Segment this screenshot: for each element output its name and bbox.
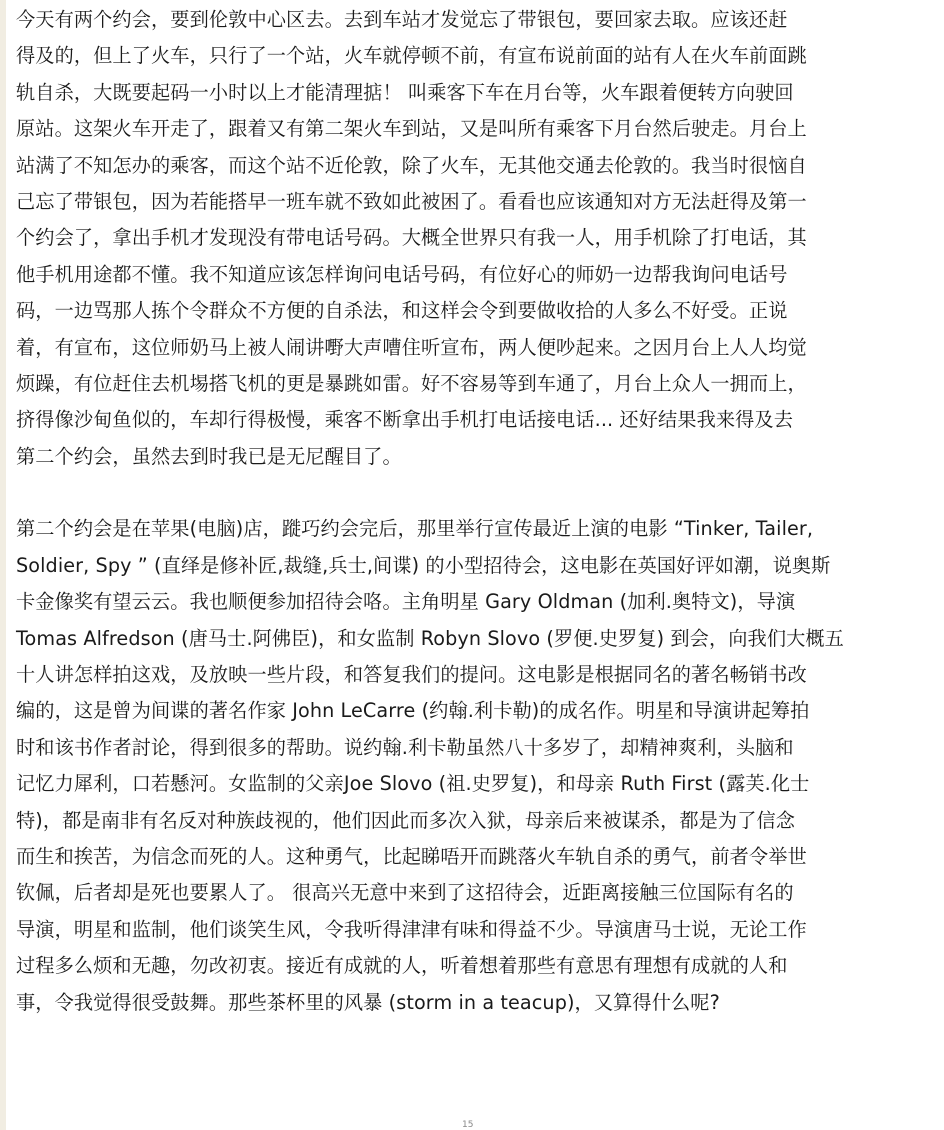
text-line: 事，令我觉得很受鼓舞。那些茶杯里的风暴 (storm in a teacup)，又算得什么呢? xyxy=(16,990,720,1014)
text-line: 今天有两个约会，要到伦敦中心区去。去到车站才发觉忘了带银包，要回家去取。应该还赶 xyxy=(16,8,788,31)
text-line: 着，有宣布，这位师奶马上被人闹讲嘢大声嘈住听宣布，两人便吵起来。之因月台上人人均觉 xyxy=(16,335,807,359)
text-line: 钦佩，后者却是死也要累人了。 很高兴无意中来到了这招待会，近距离接触三位国际有名的 xyxy=(16,881,794,905)
text-line: 原站。这架火车开走了，跟着又有第二架火车到站，又是叫所有乘客下月台然后驶走。月台上 xyxy=(16,117,807,141)
text-line: Soldier, Spy ” (直绎是修补匠,裁缝,兵士,间谍) 的小型招待会，这电影在英国好评如潮，说奥斯 xyxy=(16,553,831,577)
text-line: 第二个约会是在苹果(电脑)店，蹝巧约会完后，那里举行宣传最近上演的电影 “Tinker, Tailer, xyxy=(16,517,814,541)
page-margin-strip xyxy=(0,0,6,1130)
text-line: 而生和挨苦，为信念而死的人。这种勇气，比起睇唔开而跳落火车轨自杀的勇气，前者令举世 xyxy=(16,844,807,868)
text-line: 时和该书作者討论，得到很多的帮助。说约翰.利卡勒虽然八十多岁了，却精神爽利，头脑和 xyxy=(16,735,794,759)
text-line: 编的，这是曾为间谍的著名作家 John LeCarre (约翰.利卡勒)的成名作。明星和导演讲起筹拍 xyxy=(16,699,810,723)
text-line: 烦躁，有位赶住去机埸搭飞机的更是暴跳如雷。好不容易等到车通了，月台上众人一拥而上， xyxy=(16,372,807,396)
text-line: 卡金像奖有望云云。我也顺便参加招待会咯。主角明星 Gary Oldman (加利.奥特文)，导演 xyxy=(16,590,796,614)
text-line: 特)，都是南非有名反对种族歧视的，他们因此而多次入狱，母亲后来被谋杀，都是为了信念 xyxy=(16,808,796,832)
paragraph-1 xyxy=(16,2,936,475)
page-number: 15 xyxy=(462,1120,474,1130)
paragraph-spacer xyxy=(16,475,936,511)
text-line: 己忘了带银包，因为若能搭早一班车就不致如此被困了。看看也应该通知对方无法赶得及第一 xyxy=(16,190,807,214)
text-line: 挤得像沙甸鱼似的，车却行得极慢，乘客不断拿出手机打电话接电话... 还好结果我来得及去 xyxy=(16,408,794,432)
text-line: 记忆力犀利，口若懸河。女监制的父亲Joe Slovo (祖.史罗复)，和母亲 Ruth First (露芙.化士 xyxy=(16,772,810,796)
text-line: 得及的，但上了火车，只行了一个站，火车就停顿不前，有宣布说前面的站有人在火车前面跳 xyxy=(16,44,807,68)
text-line: 第二个约会，虽然去到时我已是无尼醒目了。 xyxy=(16,444,402,468)
text-line: 站满了不知怎办的乘客，而这个站不近伦敦，除了火车，无其他交通去伦敦的。我当时很恼自 xyxy=(16,153,807,177)
document-page xyxy=(16,2,936,1021)
text-line: 个约会了，拿出手机才发现没有带电话号码。大概全世界只有我一人，用手机除了打电话，其 xyxy=(16,226,807,250)
paragraph-2 xyxy=(16,511,936,1021)
text-line: 轨自杀，大既要起码一小时以上才能清理掂！ 叫乘客下车在月台等，火车跟着便转方向驶回 xyxy=(16,80,794,104)
text-line: Tomas Alfredson (唐马士.阿佛臣)，和女监制 Robyn Slovo (罗便.史罗复) 到会，向我们大概五 xyxy=(16,626,844,650)
text-line: 他手机用途都不懂。我不知道应该怎样询问电话号码，有位好心的师奶一边帮我询问电话号 xyxy=(16,262,788,286)
text-line: 导演，明星和监制，他们谈笑生风，令我听得津津有味和得益不少。导演唐马士说，无论工作 xyxy=(16,917,807,941)
text-line: 码，一边骂那人拣个令群众不方便的自杀法，和这样会令到要做收拾的人多么不好受。正说 xyxy=(16,299,788,323)
text-line: 过程多么烦和无趣，勿改初衷。接近有成就的人，听着想着那些有意思有理想有成就的人和 xyxy=(16,954,788,978)
text-line: 十人讲怎样拍这戏，及放映一些片段，和答复我们的提问。这电影是根据同名的著名畅销书改 xyxy=(16,662,807,686)
